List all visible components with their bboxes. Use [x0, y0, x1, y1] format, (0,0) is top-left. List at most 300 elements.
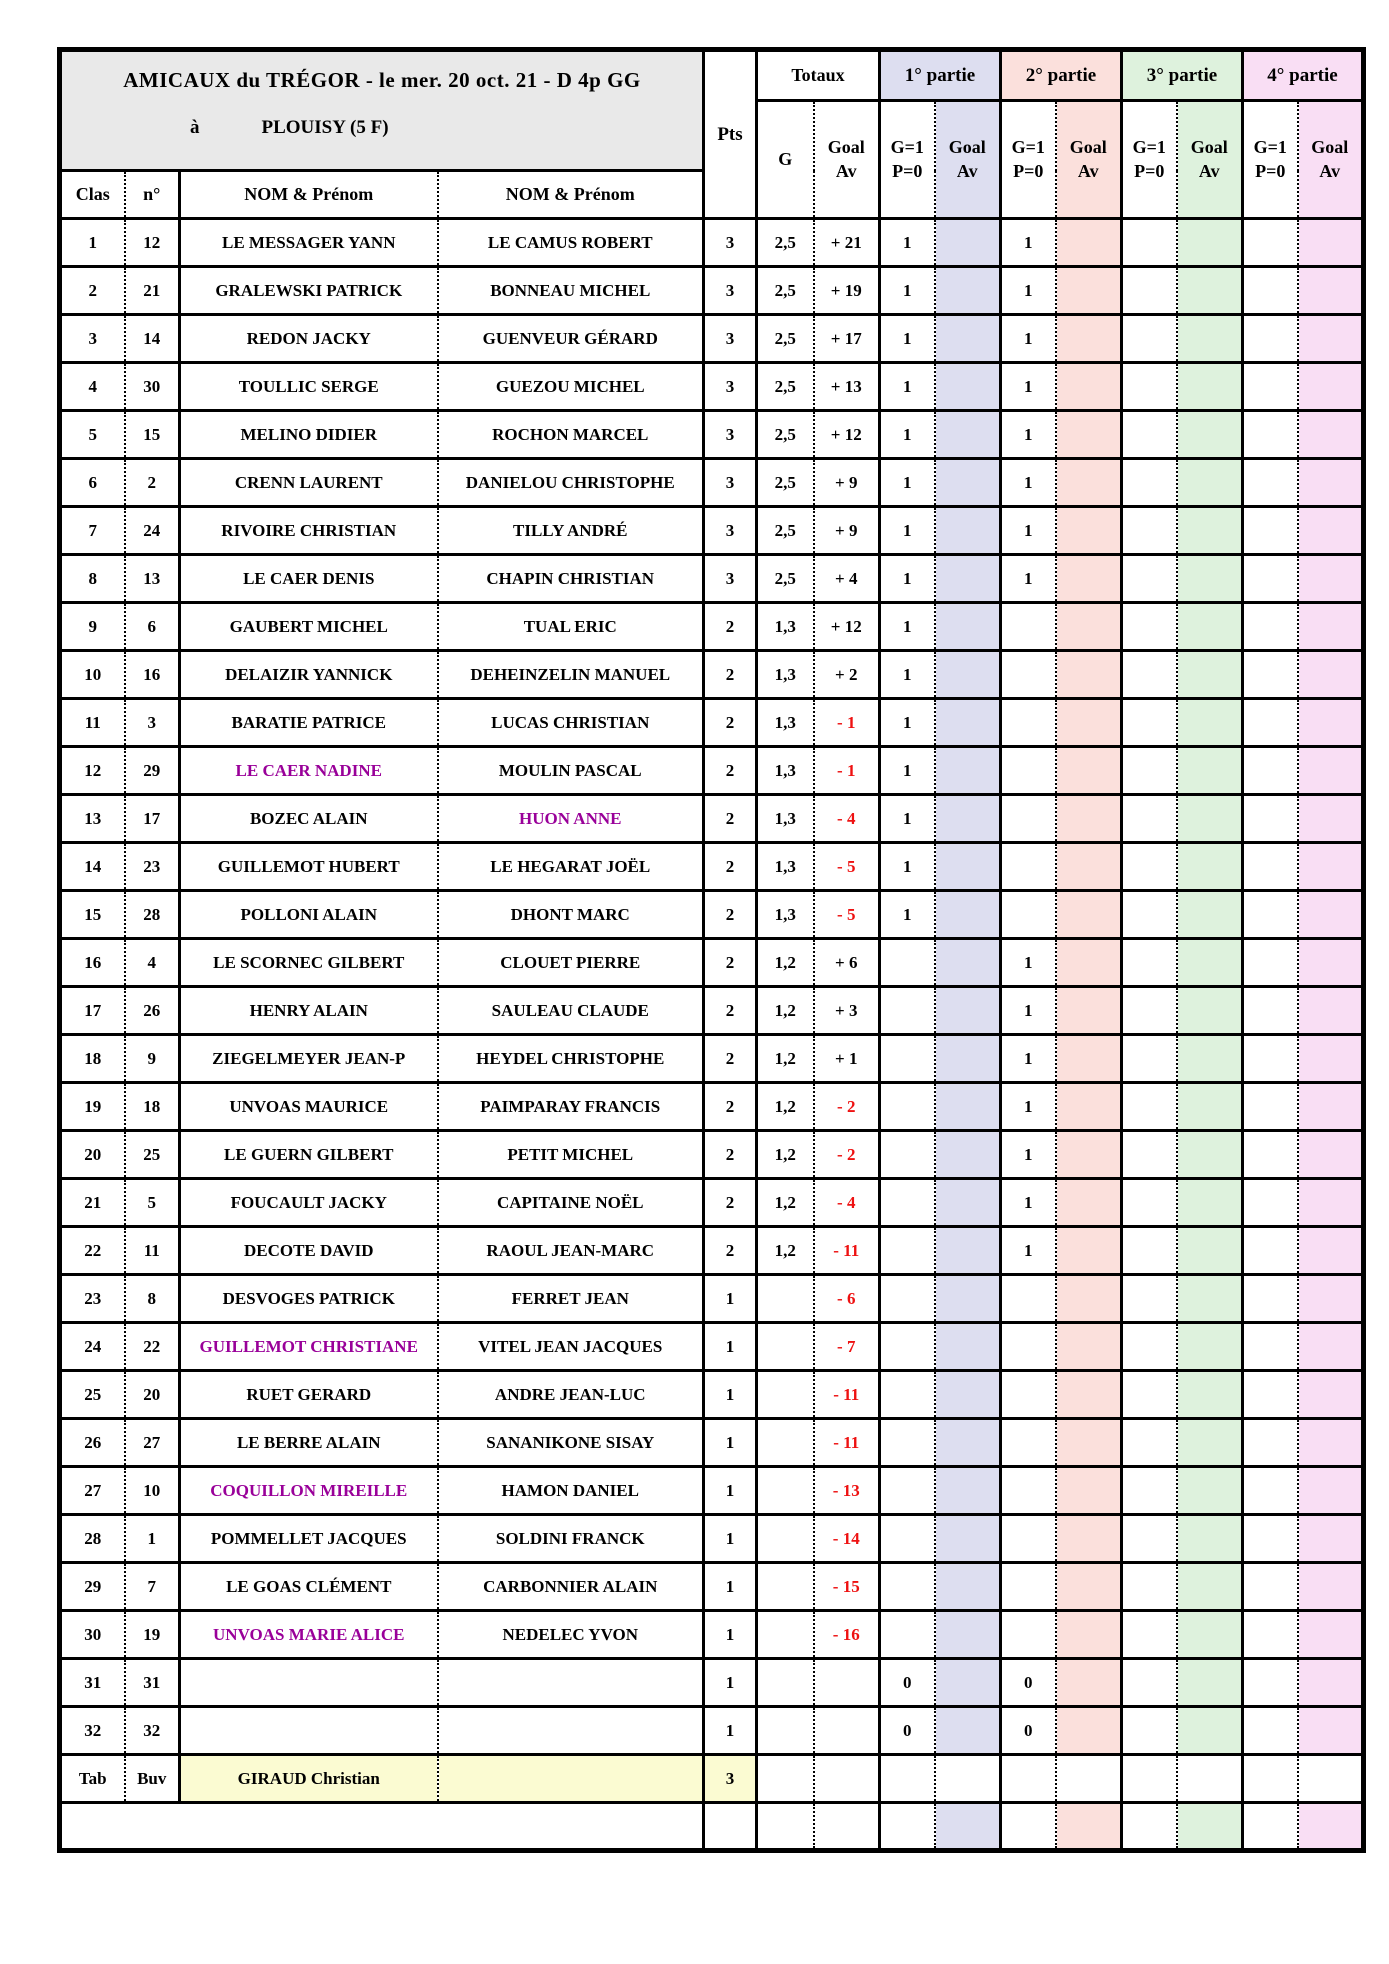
team-number-cell: 6	[125, 603, 180, 651]
table-row	[60, 699, 1364, 747]
team-number-cell: 10	[125, 1467, 180, 1515]
game1-goal-cell	[935, 1611, 1001, 1659]
game4-goal-cell	[1298, 603, 1364, 651]
game3-win-cell	[1122, 1035, 1177, 1083]
game1-goal-cell	[935, 843, 1001, 891]
points-column-header: Pts	[704, 50, 757, 219]
game4-goal-cell	[1298, 1563, 1364, 1611]
game2-goal-cell	[1056, 747, 1122, 795]
player2-name-cell: HAMON DANIEL	[438, 1467, 704, 1515]
team-number-cell: 20	[125, 1371, 180, 1419]
game4-win-cell	[1243, 1227, 1298, 1275]
goal-average-cell: + 17	[814, 315, 880, 363]
game2-goal-cell	[1056, 411, 1122, 459]
points-cell: 2	[704, 651, 757, 699]
table-row	[60, 219, 1364, 267]
game4-goal-cell	[1298, 843, 1364, 891]
goal-average-cell: - 13	[814, 1467, 880, 1515]
table-row	[60, 1611, 1364, 1659]
table-row	[60, 795, 1364, 843]
game4-win-cell	[1243, 1755, 1298, 1803]
player1-name-cell	[180, 1707, 438, 1755]
game1-goal-cell	[935, 1563, 1001, 1611]
player1-name-cell: DECOTE DAVID	[180, 1227, 438, 1275]
player2-name-cell: NEDELEC YVON	[438, 1611, 704, 1659]
game3-win-cell	[1122, 459, 1177, 507]
game3-win-cell	[1122, 315, 1177, 363]
game3-goal-cell	[1177, 1707, 1243, 1755]
table-row	[60, 1467, 1364, 1515]
player2-name-cell: RAOUL JEAN-MARC	[438, 1227, 704, 1275]
game3-goal-cell	[1177, 1563, 1243, 1611]
game1-win-cell: 1	[880, 219, 935, 267]
game1-win-cell: 1	[880, 795, 935, 843]
game1-goal-cell	[935, 1419, 1001, 1467]
game4-goal-cell	[1298, 1083, 1364, 1131]
game3-win-header: G=1 P=0	[1122, 101, 1177, 219]
games-total-cell	[757, 1755, 814, 1803]
game4-win-cell	[1243, 1083, 1298, 1131]
game3-win-cell	[1122, 1755, 1177, 1803]
game3-win-cell	[1122, 1131, 1177, 1179]
game3-goal-cell	[1177, 843, 1243, 891]
game4-win-cell	[1243, 1707, 1298, 1755]
points-cell: 1	[704, 1659, 757, 1707]
game1-win-cell: 1	[880, 603, 935, 651]
points-cell: 3	[704, 459, 757, 507]
game2-goal-cell	[1056, 267, 1122, 315]
game2-win-header: G=1 P=0	[1001, 101, 1056, 219]
game3-goal-cell	[1177, 555, 1243, 603]
game3-win-cell	[1122, 1179, 1177, 1227]
rank-cell: 27	[60, 1467, 125, 1515]
points-cell: 1	[704, 1419, 757, 1467]
rank-cell: 18	[60, 1035, 125, 1083]
game2-goal-cell	[1056, 603, 1122, 651]
game4-goal-cell	[1298, 1707, 1364, 1755]
game1-win-cell	[880, 1803, 935, 1851]
table-row	[60, 1131, 1364, 1179]
game2-goal-cell	[1056, 1275, 1122, 1323]
game1-win-cell	[880, 1467, 935, 1515]
number-column-header: n°	[125, 171, 180, 219]
game3-goal-cell	[1177, 747, 1243, 795]
game3-goal-cell	[1177, 1227, 1243, 1275]
game1-goal-cell	[935, 1707, 1001, 1755]
goal-average-cell: - 14	[814, 1515, 880, 1563]
team-number-cell: 21	[125, 267, 180, 315]
team-number-cell: 1	[125, 1515, 180, 1563]
game3-win-cell	[1122, 267, 1177, 315]
game4-goal-cell	[1298, 1371, 1364, 1419]
game4-win-cell	[1243, 1371, 1298, 1419]
games-total-cell: 1,2	[757, 939, 814, 987]
points-cell	[704, 1803, 757, 1851]
table-row	[60, 267, 1364, 315]
points-cell: 2	[704, 699, 757, 747]
game3-win-cell	[1122, 1227, 1177, 1275]
table-row	[60, 411, 1364, 459]
games-total-cell: 2,5	[757, 363, 814, 411]
goal-average-cell: + 1	[814, 1035, 880, 1083]
game3-win-cell	[1122, 651, 1177, 699]
game2-goal-cell	[1056, 939, 1122, 987]
goal-average-cell: + 9	[814, 459, 880, 507]
game3-goal-cell	[1177, 651, 1243, 699]
player2-name-cell: VITEL JEAN JACQUES	[438, 1323, 704, 1371]
game1-goal-cell	[935, 891, 1001, 939]
player1-name-cell: LE GUERN GILBERT	[180, 1131, 438, 1179]
table-row	[60, 843, 1364, 891]
game3-goal-cell	[1177, 459, 1243, 507]
game4-goal-cell	[1298, 747, 1364, 795]
games-total-cell	[757, 1371, 814, 1419]
team-number-cell: 27	[125, 1419, 180, 1467]
game4-win-cell	[1243, 603, 1298, 651]
game4-goal-cell	[1298, 315, 1364, 363]
game2-win-cell	[1001, 1275, 1056, 1323]
game4-goal-cell	[1298, 1035, 1364, 1083]
games-total-cell	[757, 1275, 814, 1323]
game3-win-cell	[1122, 363, 1177, 411]
game2-win-cell: 1	[1001, 555, 1056, 603]
game4-win-cell	[1243, 555, 1298, 603]
goal-average-cell: + 21	[814, 219, 880, 267]
rank-cell: 17	[60, 987, 125, 1035]
game4-win-cell	[1243, 1131, 1298, 1179]
rank-cell: 19	[60, 1083, 125, 1131]
player2-name-cell: FERRET JEAN	[438, 1275, 704, 1323]
game4-goal-cell	[1298, 555, 1364, 603]
empty-row	[60, 1803, 1364, 1851]
goal-average-cell	[814, 1707, 880, 1755]
rank-cell: 3	[60, 315, 125, 363]
game2-goal-cell	[1056, 315, 1122, 363]
game3-win-cell	[1122, 1563, 1177, 1611]
game1-win-cell: 1	[880, 411, 935, 459]
game3-win-cell	[1122, 411, 1177, 459]
player1-name-cell: LE CAER NADINE	[180, 747, 438, 795]
game1-header: 1° partie	[880, 50, 1001, 101]
rank-cell: 14	[60, 843, 125, 891]
player1-name-cell: LE MESSAGER YANN	[180, 219, 438, 267]
team-number-cell: 22	[125, 1323, 180, 1371]
player2-name-cell: DHONT MARC	[438, 891, 704, 939]
goal-average-cell: - 16	[814, 1611, 880, 1659]
game2-goal-cell	[1056, 795, 1122, 843]
goal-average-cell: - 15	[814, 1563, 880, 1611]
player1-name-cell: REDON JACKY	[180, 315, 438, 363]
game2-win-cell	[1001, 1323, 1056, 1371]
game2-win-cell: 0	[1001, 1659, 1056, 1707]
game3-goal-cell	[1177, 987, 1243, 1035]
game1-win-cell: 1	[880, 507, 935, 555]
goal-average-cell: + 12	[814, 603, 880, 651]
game3-goal-cell	[1177, 1467, 1243, 1515]
game1-win-cell	[880, 1275, 935, 1323]
points-cell: 3	[704, 1755, 757, 1803]
game1-win-cell	[880, 1227, 935, 1275]
game2-goal-cell	[1056, 987, 1122, 1035]
player1-name-cell	[180, 1659, 438, 1707]
game1-goal-cell	[935, 555, 1001, 603]
player1-name-cell: MELINO DIDIER	[180, 411, 438, 459]
game1-goal-cell	[935, 1035, 1001, 1083]
game4-goal-cell	[1298, 1515, 1364, 1563]
games-total-cell: 1,3	[757, 747, 814, 795]
points-cell: 2	[704, 987, 757, 1035]
game2-win-cell	[1001, 1515, 1056, 1563]
game2-win-cell: 1	[1001, 219, 1056, 267]
game4-win-cell	[1243, 363, 1298, 411]
game2-win-cell	[1001, 1755, 1056, 1803]
goal-average-cell: - 2	[814, 1131, 880, 1179]
game2-win-cell	[1001, 1467, 1056, 1515]
game2-win-cell	[1001, 1371, 1056, 1419]
game2-win-cell	[1001, 603, 1056, 651]
table-row	[60, 1515, 1364, 1563]
player1-name-cell: ZIEGELMEYER JEAN-P	[180, 1035, 438, 1083]
game1-goal-cell	[935, 1371, 1001, 1419]
player2-name-cell: LE HEGARAT JOËL	[438, 843, 704, 891]
game1-goal-cell	[935, 1275, 1001, 1323]
game3-goal-cell	[1177, 795, 1243, 843]
game3-goal-cell	[1177, 1275, 1243, 1323]
game4-win-cell	[1243, 315, 1298, 363]
games-total-cell: 2,5	[757, 315, 814, 363]
team-number-cell: 9	[125, 1035, 180, 1083]
points-cell: 2	[704, 843, 757, 891]
games-total-cell	[757, 1323, 814, 1371]
game4-goal-cell	[1298, 1179, 1364, 1227]
rank-cell: 21	[60, 1179, 125, 1227]
game1-win-cell	[880, 1371, 935, 1419]
game1-goal-cell	[935, 507, 1001, 555]
team-number-cell: 23	[125, 843, 180, 891]
game4-win-header: G=1 P=0	[1243, 101, 1298, 219]
game4-win-cell	[1243, 1419, 1298, 1467]
game1-win-cell	[880, 987, 935, 1035]
subtitle-at: à	[190, 117, 200, 138]
game4-goal-cell	[1298, 795, 1364, 843]
game2-goal-cell	[1056, 1803, 1122, 1851]
game4-win-cell	[1243, 1659, 1298, 1707]
rank-cell: 16	[60, 939, 125, 987]
game1-win-cell: 1	[880, 651, 935, 699]
game2-goal-cell	[1056, 1659, 1122, 1707]
game1-win-cell	[880, 1035, 935, 1083]
goal-average-cell: + 6	[814, 939, 880, 987]
game2-win-cell	[1001, 1419, 1056, 1467]
game3-goal-cell	[1177, 411, 1243, 459]
game2-win-cell	[1001, 1611, 1056, 1659]
game4-goal-header: Goal Av	[1298, 101, 1364, 219]
game2-win-cell: 1	[1001, 363, 1056, 411]
game1-goal-cell	[935, 363, 1001, 411]
game2-goal-cell	[1056, 1515, 1122, 1563]
player1-name-cell: BOZEC ALAIN	[180, 795, 438, 843]
game2-win-cell: 1	[1001, 315, 1056, 363]
game2-goal-cell	[1056, 651, 1122, 699]
game4-goal-cell	[1298, 939, 1364, 987]
player2-name-cell: GUENVEUR GÉRARD	[438, 315, 704, 363]
rank-cell: 4	[60, 363, 125, 411]
game3-goal-cell	[1177, 267, 1243, 315]
game3-goal-cell	[1177, 1755, 1243, 1803]
game1-win-cell	[880, 1755, 935, 1803]
player2-name-cell: LUCAS CHRISTIAN	[438, 699, 704, 747]
points-cell: 2	[704, 795, 757, 843]
points-cell: 1	[704, 1323, 757, 1371]
game2-goal-cell	[1056, 459, 1122, 507]
game4-win-cell	[1243, 651, 1298, 699]
game3-goal-cell	[1177, 1323, 1243, 1371]
game4-goal-cell	[1298, 411, 1364, 459]
game3-goal-cell	[1177, 1179, 1243, 1227]
games-total-cell	[757, 1467, 814, 1515]
game3-goal-cell	[1177, 699, 1243, 747]
game2-win-cell	[1001, 747, 1056, 795]
game4-win-cell	[1243, 1515, 1298, 1563]
game4-win-cell	[1243, 939, 1298, 987]
game4-goal-cell	[1298, 267, 1364, 315]
games-total-cell: 1,2	[757, 1083, 814, 1131]
buvette-row	[60, 1755, 1364, 1803]
points-cell: 1	[704, 1467, 757, 1515]
team-number-cell: 25	[125, 1131, 180, 1179]
games-total-cell	[757, 1563, 814, 1611]
goal-average-cell	[814, 1755, 880, 1803]
game2-win-cell	[1001, 1803, 1056, 1851]
game1-win-cell	[880, 1419, 935, 1467]
player1-name-cell: DESVOGES PATRICK	[180, 1275, 438, 1323]
game1-goal-cell	[935, 315, 1001, 363]
game1-goal-cell	[935, 1227, 1001, 1275]
player1-name-cell: GIRAUD Christian	[180, 1755, 438, 1803]
game4-win-cell	[1243, 987, 1298, 1035]
game3-goal-cell	[1177, 219, 1243, 267]
player1-column-header: NOM & Prénom	[180, 171, 438, 219]
sheet-subtitle	[62, 117, 702, 139]
points-cell: 2	[704, 1131, 757, 1179]
rank-cell: 2	[60, 267, 125, 315]
table-row	[60, 1035, 1364, 1083]
rank-cell: 20	[60, 1131, 125, 1179]
goal-average-cell: + 9	[814, 507, 880, 555]
games-total-cell: 2,5	[757, 459, 814, 507]
game4-goal-cell	[1298, 1755, 1364, 1803]
table-row	[60, 747, 1364, 795]
game3-win-cell	[1122, 699, 1177, 747]
points-cell: 3	[704, 411, 757, 459]
game4-header: 4° partie	[1243, 50, 1364, 101]
player2-name-cell: PAIMPARAY FRANCIS	[438, 1083, 704, 1131]
game2-goal-cell	[1056, 1707, 1122, 1755]
game1-goal-header: Goal Av	[935, 101, 1001, 219]
team-number-cell: 32	[125, 1707, 180, 1755]
table-row	[60, 459, 1364, 507]
player2-name-cell: DEHEINZELIN MANUEL	[438, 651, 704, 699]
game1-goal-cell	[935, 651, 1001, 699]
game2-win-cell: 1	[1001, 1083, 1056, 1131]
points-cell: 2	[704, 939, 757, 987]
game1-goal-cell	[935, 1659, 1001, 1707]
player2-name-cell: GUEZOU MICHEL	[438, 363, 704, 411]
table-row	[60, 603, 1364, 651]
game4-goal-cell	[1298, 1659, 1364, 1707]
game1-win-cell	[880, 1323, 935, 1371]
game2-win-cell: 1	[1001, 459, 1056, 507]
player2-name-cell: CAPITAINE NOËL	[438, 1179, 704, 1227]
team-number-cell: 19	[125, 1611, 180, 1659]
goal-average-cell: - 11	[814, 1419, 880, 1467]
game3-goal-cell	[1177, 1371, 1243, 1419]
game1-goal-cell	[935, 411, 1001, 459]
points-cell: 2	[704, 603, 757, 651]
game3-win-cell	[1122, 1419, 1177, 1467]
game4-win-cell	[1243, 1611, 1298, 1659]
rank-cell: 11	[60, 699, 125, 747]
game4-goal-cell	[1298, 1227, 1364, 1275]
goal-average-cell: + 4	[814, 555, 880, 603]
player1-name-cell: BARATIE PATRICE	[180, 699, 438, 747]
team-number-cell: 2	[125, 459, 180, 507]
goal-average-cell: - 6	[814, 1275, 880, 1323]
game1-win-cell	[880, 939, 935, 987]
game2-win-cell: 1	[1001, 1179, 1056, 1227]
game1-goal-cell	[935, 1467, 1001, 1515]
game1-goal-cell	[935, 1179, 1001, 1227]
table-row	[60, 363, 1364, 411]
game2-win-cell: 1	[1001, 1227, 1056, 1275]
game3-goal-cell	[1177, 891, 1243, 939]
game1-goal-cell	[935, 603, 1001, 651]
table-row	[60, 315, 1364, 363]
rank-cell: 5	[60, 411, 125, 459]
team-number-cell: 14	[125, 315, 180, 363]
table-row	[60, 1563, 1364, 1611]
game3-goal-cell	[1177, 1803, 1243, 1851]
player1-name-cell: GAUBERT MICHEL	[180, 603, 438, 651]
game4-goal-cell	[1298, 1419, 1364, 1467]
points-cell: 1	[704, 1611, 757, 1659]
games-total-cell: 2,5	[757, 219, 814, 267]
game1-win-cell: 0	[880, 1707, 935, 1755]
player1-name-cell: COQUILLON MIREILLE	[180, 1467, 438, 1515]
player2-name-cell: SAULEAU CLAUDE	[438, 987, 704, 1035]
game1-win-cell: 0	[880, 1659, 935, 1707]
game2-goal-cell	[1056, 1035, 1122, 1083]
points-cell: 3	[704, 507, 757, 555]
game1-goal-cell	[935, 1755, 1001, 1803]
totals-header: Totaux	[757, 50, 880, 101]
game3-win-cell	[1122, 1515, 1177, 1563]
team-number-cell: 4	[125, 939, 180, 987]
game4-goal-cell	[1298, 987, 1364, 1035]
game3-win-cell	[1122, 507, 1177, 555]
game4-goal-cell	[1298, 651, 1364, 699]
game1-win-cell: 1	[880, 843, 935, 891]
player2-name-cell: SOLDINI FRANCK	[438, 1515, 704, 1563]
game3-win-cell	[1122, 891, 1177, 939]
points-cell: 1	[704, 1707, 757, 1755]
rank-cell: 10	[60, 651, 125, 699]
team-number-cell: 17	[125, 795, 180, 843]
games-total-cell	[757, 1419, 814, 1467]
player1-name-cell: GUILLEMOT HUBERT	[180, 843, 438, 891]
table-row	[60, 555, 1364, 603]
player2-name-cell: LE CAMUS ROBERT	[438, 219, 704, 267]
